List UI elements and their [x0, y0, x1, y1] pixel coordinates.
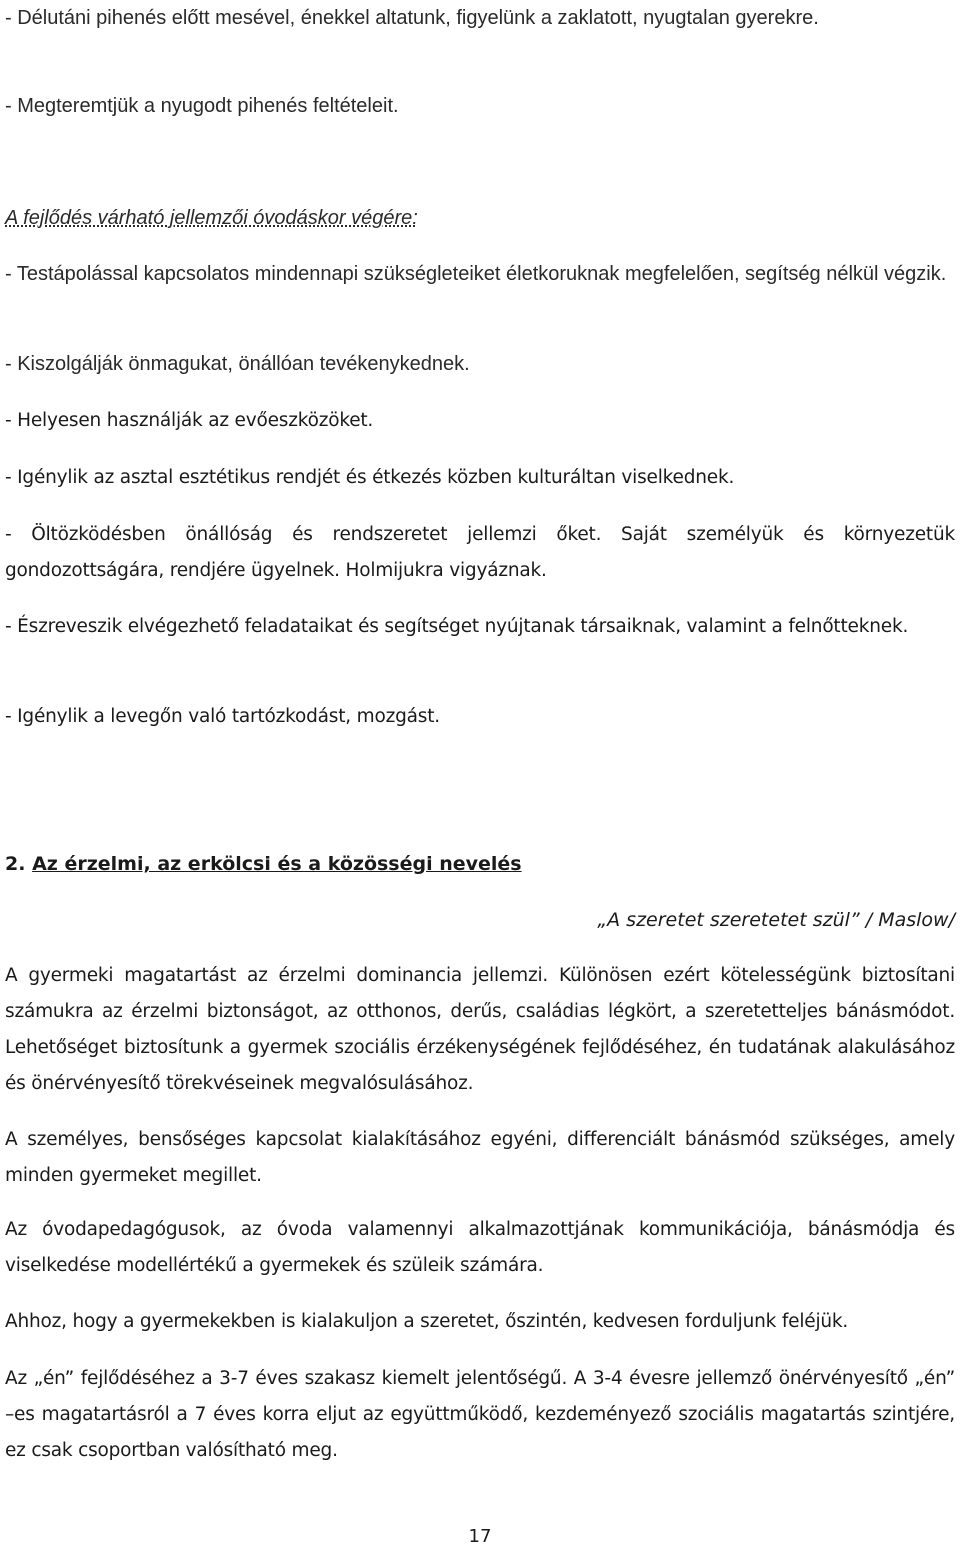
- development-item: - Öltözködésben önállóság és rendszeretet jellemzi őket. Saját személyük és környezetük gondozottságára, rendjére ügyelnek. Holmijukra vigyáznak.: [5, 524, 955, 581]
- section-heading: [5, 846, 522, 882]
- section-paragraph: Ahhoz, hogy a gyermekekben is kialakuljon a szeretet, őszintén, kedvesen forduljunk feléjük.: [5, 1311, 849, 1332]
- section-paragraph: A személyes, bensőséges kapcsolat kialakításához egyéni, differenciált bánásmód szükséges, amely minden gyermeket megillet.: [5, 1129, 955, 1186]
- section-paragraph: Az óvodapedagógusok, az óvoda valamennyi alkalmazottjának kommunikációja, bánásmódja és viselkedése modellértékű a gyermekek és szüleik számára.: [5, 1219, 955, 1276]
- development-item: - Testápolással kapcsolatos mindennapi szükségleteiket életkoruknak megfelelően, segítség nélkül végzik.: [5, 263, 947, 285]
- section-title: Az érzelmi, az erkölcsi és a közösségi nevelés: [32, 853, 522, 875]
- section-number: 2.: [5, 853, 26, 875]
- page-number: 17: [468, 1526, 492, 1547]
- development-item: - Helyesen használják az evőeszközöket.: [5, 410, 374, 431]
- paragraph-rest-conditions: - Megteremtjük a nyugodt pihenés feltételeit.: [5, 95, 399, 117]
- development-item: - Észreveszik elvégezhető feladataikat és segítséget nyújtanak társaiknak, valamint a felnőtteknek.: [5, 616, 909, 637]
- development-item: - Igénylik a levegőn való tartózkodást, mozgást.: [5, 706, 440, 727]
- development-item: - Kiszolgálják önmagukat, önállóan tevékenykednek.: [5, 353, 470, 375]
- development-heading: A fejlődés várható jellemzői óvodáskor végére:: [5, 207, 418, 229]
- paragraph-nap-rest: - Délutáni pihenés előtt mesével, énekkel altatunk, figyelünk a zaklatott, nyugtalan gyerekre.: [5, 7, 819, 29]
- development-item: - Igénylik az asztal esztétikus rendjét és étkezés közben kulturáltan viselkednek.: [5, 467, 735, 488]
- section-paragraph: Az „én” fejlődéséhez a 3-7 éves szakasz kiemelt jelentőségű. A 3-4 évesre jellemző önérvényesítő „én” –es magatartásról a 7 éves korra eljut az együttműködő, kezdeményező szociális magatartás szintjére, ez csak csoportban valósítható meg.: [5, 1368, 955, 1461]
- section-paragraph: A gyermeki magatartást az érzelmi dominancia jellemzi. Különösen ezért kötelességünk biztosítani számukra az érzelmi biztonságot, az otthonos, derűs, családias légkört, a szeretetteljes bánásmódot. Lehetőséget biztosítunk a gyermek szociális érzékenységének fejlődéséhez, én tudatának alakulásához és önérvényesítő törekvéseinek megvalósulásához.: [5, 965, 955, 1094]
- section-quote: „A szeretet szeretetet szül” / Maslow/: [597, 909, 955, 931]
